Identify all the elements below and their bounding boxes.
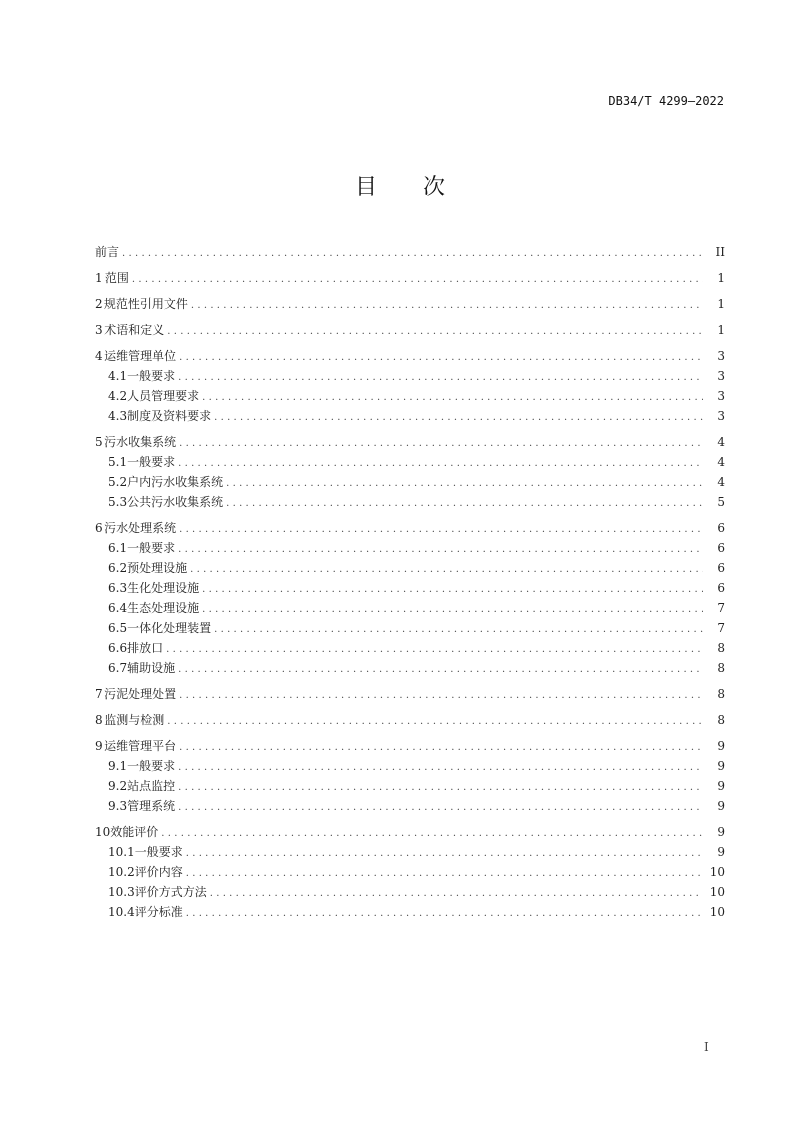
toc-page-number: 3: [717, 409, 725, 423]
toc-section-number: 6: [95, 521, 103, 535]
toc-section-number: 6.6: [108, 641, 128, 655]
toc-section-title: 评分标准: [134, 905, 183, 919]
dot-leader: [186, 904, 703, 924]
toc-section-title: 规范性引用文件: [103, 297, 188, 311]
toc-page-number: 8: [717, 641, 725, 655]
toc-section-title: 辅助设施: [127, 661, 176, 675]
title-char-2: 次: [423, 175, 446, 200]
toc-section-number: 10.3: [108, 885, 135, 899]
toc-subentry[interactable]: [95, 598, 725, 618]
toc-section-title: 一般要求: [127, 759, 176, 773]
toc-section-title: 户内污水收集系统: [127, 475, 224, 489]
toc-section-title: 一般要求: [127, 541, 176, 555]
dot-leader: [214, 408, 703, 428]
dot-leader: [226, 494, 703, 514]
toc-section-title: 监测与检测: [104, 713, 165, 727]
dot-leader: [178, 660, 703, 680]
toc-section-number: 10: [95, 825, 111, 839]
toc-section-title: 管理系统: [127, 799, 176, 813]
toc-subentry[interactable]: [95, 406, 725, 426]
toc-subentry[interactable]: [95, 558, 725, 578]
toc-section-number: 7: [95, 687, 103, 701]
toc-page-number: 9: [717, 739, 725, 753]
dot-leader: [202, 580, 703, 600]
toc-section-number: 3: [95, 323, 103, 337]
footer-page-number: I: [704, 1040, 709, 1054]
dot-leader: [178, 778, 703, 798]
toc-page-number: 1: [717, 297, 725, 311]
toc-page-number: 9: [717, 845, 725, 859]
toc-section-number: 9.2: [108, 779, 128, 793]
toc-subentry[interactable]: [95, 452, 725, 472]
dot-leader: [178, 758, 703, 778]
toc-page-number: 10: [709, 885, 725, 899]
dot-leader: [202, 600, 703, 620]
dot-leader: [166, 640, 703, 660]
toc-page-number: 4: [717, 455, 725, 469]
toc-subentry[interactable]: [95, 618, 725, 638]
toc-section-title: 术语和定义: [104, 323, 165, 337]
dot-leader: [179, 686, 703, 706]
toc-page-number: 9: [717, 825, 725, 839]
dot-leader: [178, 798, 703, 818]
dot-leader: [178, 454, 703, 474]
toc-entry[interactable]: [95, 242, 725, 262]
toc-section-number: 5.3: [108, 495, 128, 509]
toc-section-number: 9.1: [108, 759, 128, 773]
dot-leader: [132, 270, 703, 290]
toc-subentry[interactable]: [95, 796, 725, 816]
dot-leader: [179, 434, 703, 454]
toc-section-title: 污水处理系统: [104, 521, 177, 535]
toc-page-number: 6: [717, 521, 725, 535]
toc-section-number: 5: [95, 435, 103, 449]
toc-page-number: 3: [717, 349, 725, 363]
toc-section-number: 6.1: [108, 541, 128, 555]
dot-leader: [122, 244, 703, 264]
toc-section-title: 污水收集系统: [104, 435, 177, 449]
toc-page-number: 9: [717, 799, 725, 813]
dot-leader: [179, 348, 703, 368]
toc-section-number: 9: [95, 739, 103, 753]
toc-page-number: 3: [717, 389, 725, 403]
toc-page-number: 8: [717, 687, 725, 701]
toc-entry[interactable]: [95, 346, 725, 366]
toc-section-title: 生态处理设施: [127, 601, 200, 615]
toc-page-number: 9: [717, 759, 725, 773]
dot-leader: [191, 296, 703, 316]
toc-page-number: 5: [717, 495, 725, 509]
toc-section-title: 一体化处理装置: [127, 621, 212, 635]
toc-subentry[interactable]: [95, 386, 725, 406]
toc-section-title: 评价内容: [134, 865, 183, 879]
toc-entry[interactable]: [95, 518, 725, 538]
dot-leader: [202, 388, 703, 408]
dot-leader: [226, 474, 703, 494]
dot-leader: [186, 864, 703, 884]
dot-leader: [167, 712, 703, 732]
toc-section-title: 前言: [95, 245, 120, 259]
toc-entry[interactable]: [95, 684, 725, 704]
toc-entry[interactable]: [95, 320, 725, 340]
toc-page-number: 1: [717, 323, 725, 337]
toc-section-title: 污泥处理处置: [104, 687, 177, 701]
toc-section-title: 范围: [104, 271, 129, 285]
toc-subentry[interactable]: [95, 538, 725, 558]
dot-leader: [178, 540, 703, 560]
document-code: DB34/T 4299—2022: [608, 94, 724, 108]
toc-section-number: 10.1: [108, 845, 135, 859]
toc-page-number: 6: [717, 561, 725, 575]
toc-section-number: 6.2: [108, 561, 128, 575]
toc-subentry[interactable]: [95, 492, 725, 512]
toc-subentry[interactable]: [95, 842, 725, 862]
toc-section-number: 4.2: [108, 389, 128, 403]
dot-leader: [190, 560, 703, 580]
toc-section-title: 生化处理设施: [127, 581, 200, 595]
toc-section-number: 9.3: [108, 799, 128, 813]
toc-section-number: 1: [95, 271, 103, 285]
title-char-1: 目: [354, 175, 377, 200]
toc-section-number: 4: [95, 349, 103, 363]
toc-entry[interactable]: [95, 268, 725, 288]
table-of-contents: [95, 242, 725, 922]
toc-section-title: 运维管理单位: [104, 349, 177, 363]
toc-section-title: 公共污水收集系统: [127, 495, 224, 509]
toc-section-title: 评价方式方法: [134, 885, 207, 899]
toc-section-title: 效能评价: [110, 825, 159, 839]
toc-entry[interactable]: [95, 294, 725, 314]
toc-section-title: 预处理设施: [127, 561, 188, 575]
dot-leader: [210, 884, 703, 904]
toc-section-number: 8: [95, 713, 103, 727]
toc-section-title: 一般要求: [127, 455, 176, 469]
toc-page-number: 10: [709, 865, 725, 879]
toc-subentry[interactable]: [95, 578, 725, 598]
toc-section-number: 4.3: [108, 409, 128, 423]
toc-section-number: 6.3: [108, 581, 128, 595]
dot-leader: [179, 738, 703, 758]
toc-page-number: 4: [717, 475, 725, 489]
toc-section-number: 4.1: [108, 369, 128, 383]
toc-page-number: 4: [717, 435, 725, 449]
toc-section-number: 6.5: [108, 621, 128, 635]
toc-section-number: 5.2: [108, 475, 128, 489]
toc-section-number: 2: [95, 297, 103, 311]
toc-page-number: 8: [717, 713, 725, 727]
toc-page-number: 9: [717, 779, 725, 793]
toc-entry[interactable]: [95, 736, 725, 756]
toc-page-number: 6: [717, 581, 725, 595]
dot-leader: [178, 368, 703, 388]
toc-page-number: II: [715, 245, 725, 259]
dot-leader: [161, 824, 703, 844]
toc-subentry[interactable]: [95, 472, 725, 492]
toc-page-number: 7: [717, 601, 725, 615]
toc-subentry[interactable]: [95, 882, 725, 902]
toc-section-number: 10.2: [108, 865, 135, 879]
toc-subentry[interactable]: [95, 776, 725, 796]
toc-section-title: 运维管理平台: [104, 739, 177, 753]
toc-section-title: 人员管理要求: [127, 389, 200, 403]
toc-page-number: 8: [717, 661, 725, 675]
toc-entry[interactable]: [95, 822, 725, 842]
toc-section-title: 排放口: [127, 641, 164, 655]
dot-leader: [214, 620, 703, 640]
toc-subentry[interactable]: [95, 862, 725, 882]
toc-section-title: 一般要求: [134, 845, 183, 859]
dot-leader: [179, 520, 703, 540]
toc-subentry[interactable]: [95, 902, 725, 922]
toc-entry[interactable]: [95, 432, 725, 452]
toc-section-title: 制度及资料要求: [127, 409, 212, 423]
page-title: [0, 170, 800, 201]
toc-page-number: 6: [717, 541, 725, 555]
dot-leader: [186, 844, 703, 864]
toc-subentry[interactable]: [95, 658, 725, 678]
toc-section-number: 10.4: [108, 905, 135, 919]
toc-subentry[interactable]: [95, 756, 725, 776]
toc-section-number: 6.7: [108, 661, 128, 675]
toc-subentry[interactable]: [95, 366, 725, 386]
dot-leader: [167, 322, 703, 342]
toc-page-number: 7: [717, 621, 725, 635]
toc-page-number: 1: [717, 271, 725, 285]
toc-subentry[interactable]: [95, 638, 725, 658]
toc-entry[interactable]: [95, 710, 725, 730]
toc-section-title: 站点监控: [127, 779, 176, 793]
toc-section-number: 5.1: [108, 455, 128, 469]
toc-page-number: 10: [709, 905, 725, 919]
toc-section-number: 6.4: [108, 601, 128, 615]
toc-page-number: 3: [717, 369, 725, 383]
toc-section-title: 一般要求: [127, 369, 176, 383]
